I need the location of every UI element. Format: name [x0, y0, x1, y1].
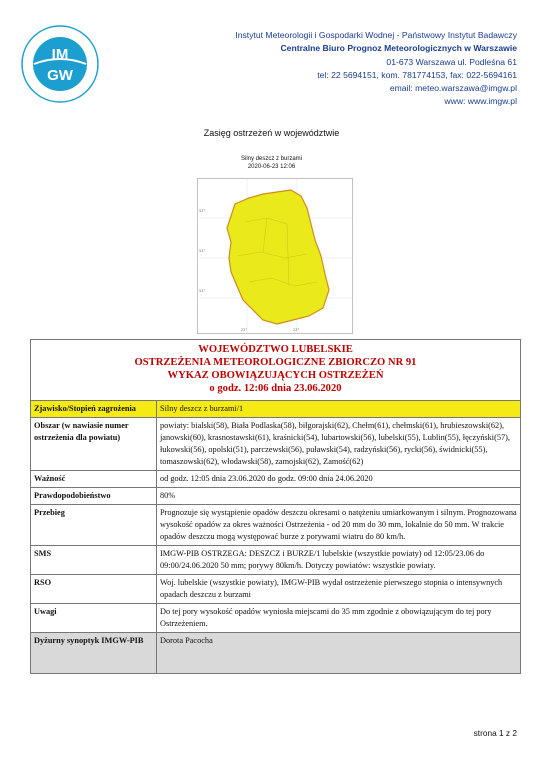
website: www: www.imgw.pl — [444, 96, 517, 107]
row-label: Prawdopodobieństwo — [31, 488, 157, 505]
table-row — [31, 575, 521, 604]
svg-text:51°: 51° — [199, 249, 206, 253]
warning-table — [30, 400, 521, 674]
address: 01-673 Warszawa ul. Podleśna 61 — [386, 56, 517, 67]
imgw-logo — [20, 24, 100, 104]
institute-name: Instytut Meteorologii i Gospodarki Wodnej - Państwowy Instytut Badawczy — [235, 30, 517, 40]
logo-letters-top: IM — [51, 46, 69, 63]
warning-section — [30, 339, 521, 674]
svg-text:23°: 23° — [293, 328, 300, 332]
map-caption: Zasięg ostrzeżeń w województwie — [203, 128, 340, 138]
map-title — [0, 155, 543, 171]
institute-header — [187, 29, 517, 109]
table-row — [31, 505, 521, 546]
row-value: Dorota Pacocha — [157, 633, 521, 674]
svg-text:51°: 51° — [199, 289, 206, 293]
table-row — [31, 418, 521, 471]
logo-letters-bottom: GW — [47, 67, 73, 84]
table-row — [31, 633, 521, 674]
row-label: Uwagi — [31, 604, 157, 633]
warning-heading — [30, 339, 521, 400]
table-row — [31, 604, 521, 633]
bureau-name: Centralne Biuro Prognoz Meteorologicznych w Warszawie — [280, 43, 517, 54]
row-value: od godz. 12:05 dnia 23.06.2020 do godz. 09:00 dnia 24.06.2020 — [157, 471, 521, 488]
row-value: Prognozuje się wystąpienie opadów deszczu okresami o natężeniu umiarkowanym i silnym. Prognozowana wysokość opadów za okres ważności Ostrzeżenia - od 20 mm do 30 mm, lokalnie do 50 mm. W trakcie opadów deszczu mogą występować burze z porywami wiatru do 80 km/h. — [157, 505, 521, 546]
phone: tel: 22 5694151, kom. 781774153, fax: 022-5694161 — [317, 69, 517, 80]
map-phenomenon: Silny deszcz z burzami — [240, 156, 303, 162]
row-value: Silny deszcz z burzami/1 — [157, 401, 521, 418]
row-value: Do tej pory wysokość opadów wyniosła miejscami do 35 mm zgodnie z obowiązującym do tej pory Ostrzeżeniem. — [157, 604, 521, 633]
row-value: Woj. lubelskie (wszystkie powiaty), IMGW-PIB wydał ostrzeżenie pierwszego stopnia o intensywnych opadach deszczu z burzami — [157, 575, 521, 604]
svg-text:22°: 22° — [241, 328, 248, 332]
row-label: RSO — [31, 575, 157, 604]
map-date: 2020-06-23 12:06 — [247, 164, 296, 170]
table-row — [31, 488, 521, 505]
email: email: meteo.warszawa@imgw.pl — [389, 83, 517, 94]
row-label: Obszar (w nawiasie numer ostrzeżenia dla powiatu) — [31, 418, 157, 471]
row-label: SMS — [31, 546, 157, 575]
list-title: WYKAZ OBOWIĄZUJĄCYCH OSTRZEŻEŃ — [167, 370, 384, 381]
bulletin-title: OSTRZEŻENIA METEOROLOGICZNE ZBIORCZO NR 91 — [134, 357, 417, 368]
table-row — [31, 471, 521, 488]
row-value: 80% — [157, 488, 521, 505]
row-label: Zjawisko/Stopień zagrożenia — [31, 401, 157, 418]
row-value: IMGW-PIB OSTRZEGA: DESZCZ i BURZE/1 lubelskie (wszystkie powiaty) od 12:05/23.06 do 09:00/24.06.2020 50 mm; porywy 80km/h. Dotyczy powiatów: wszystkie powiaty. — [157, 546, 521, 575]
table-row — [31, 401, 521, 418]
row-label: Ważność — [31, 471, 157, 488]
row-value: powiaty: bialski(58), Biała Podlaska(58), biłgorajski(62), Chełm(61), chełmski(61), hrubieszowski(62), janowski(60), krasnostawski(61), kraśnicki(54), lubartowski(56), lubelski(55), Lublin(55), łęczyński(57), łukowski(56), opolski(51), parczewski(56), puławski(54), radzyński(56), rycki(56), świdnicki(55), tomaszowski(62), włodawski(58), zamojski(62), Zamość(62) — [157, 418, 521, 471]
row-label: Dyżurny synoptyk IMGW-PIB — [31, 633, 157, 674]
table-row — [31, 546, 521, 575]
page-number: strona 1 z 2 — [473, 728, 517, 738]
svg-text:52°: 52° — [199, 209, 206, 213]
warning-map — [197, 178, 353, 334]
issue-time: o godz. 12:06 dnia 23.06.2020 — [209, 383, 342, 394]
voivodeship-title: WOJEWÓDZTWO LUBELSKIE — [198, 344, 353, 355]
row-label: Przebieg — [31, 505, 157, 546]
